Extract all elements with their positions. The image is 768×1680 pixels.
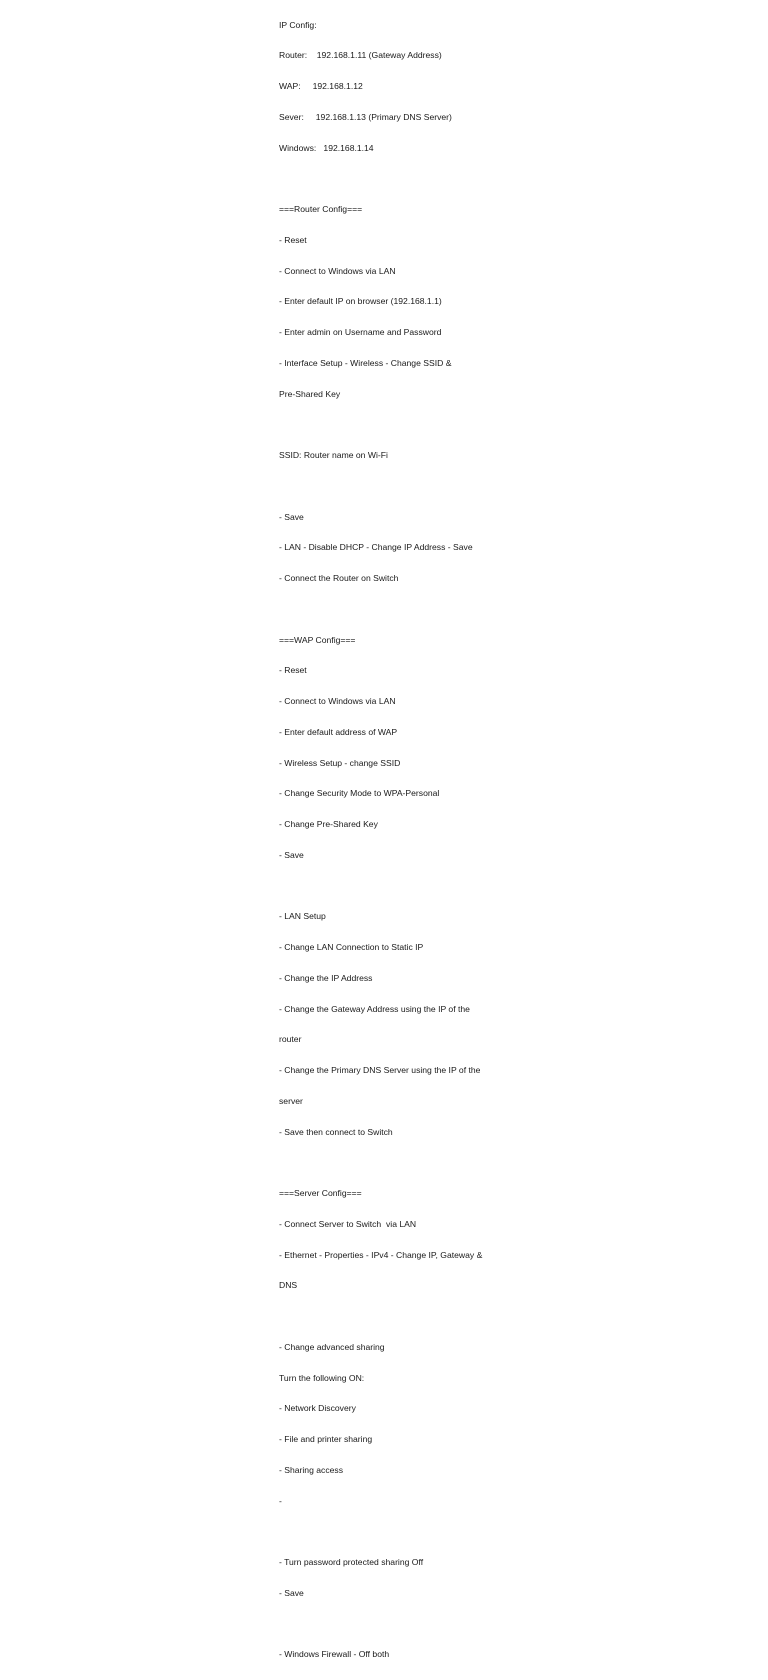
notes-line: - Reset [279,665,307,676]
notes-line: - Turn password protected sharing Off [279,1557,424,1567]
notes-line: DNS [279,1280,298,1291]
notes-line: - Save [279,511,304,522]
section-heading-wap: ===WAP Config=== [279,634,356,645]
notes-line: - Save [279,1587,304,1598]
notes-line: - Change Pre-Shared Key [279,819,378,829]
notes-line: server [279,1095,303,1106]
notes-line: - LAN - Disable DHCP - Change IP Address - Save [279,542,473,553]
notes-line: - Enter admin on Username and Password [279,327,442,337]
notes-line [279,604,499,614]
config-notes [279,0,499,1680]
notes-line: IP Config: [279,19,317,30]
notes-line: - Windows Firewall - Off both [279,1649,390,1660]
notes-line [279,881,499,891]
notes-line: - File and printer sharing [279,1434,373,1444]
notes-line: - Change the Gateway Address using the IP of the [279,1003,470,1014]
notes-line: - Save [279,849,304,860]
notes-line: - Connect to Windows via LAN [279,265,396,276]
notes-line: - Network Discovery [279,1403,356,1414]
notes-line [279,1157,499,1167]
notes-line: - Change the Primary DNS Server using the IP of the [279,1065,481,1075]
notes-line [279,1619,499,1629]
notes-line: - Enter default IP on browser (192.168.1.1) [279,296,442,307]
notes-line: - Change LAN Connection to Static IP [279,942,424,952]
notes-line: - Enter default address of WAP [279,726,398,737]
notes-line [279,481,499,491]
notes-line [279,1311,499,1321]
notes-line [279,173,499,183]
notes-line: SSID: Router name on Wi-Fi [279,450,388,460]
notes-line: - Connect to Windows via LAN [279,696,396,706]
notes-line: Turn the following ON: [279,1372,365,1383]
notes-line [279,1526,499,1536]
notes-line: - Change the IP Address [279,972,373,983]
notes-line: Router: 192.168.1.11 (Gateway Address) [279,50,442,61]
notes-line: Windows: 192.168.1.14 [279,142,374,153]
notes-line: - Save then connect to Switch [279,1126,393,1137]
notes-line: - Wireless Setup - change SSID [279,757,401,768]
notes-line: - Interface Setup - Wireless - Change SSID & [279,357,452,368]
section-heading-server: ===Server Config=== [279,1188,362,1198]
notes-line: - Ethernet - Properties - IPv4 - Change IP, Gateway & [279,1249,483,1260]
notes-line: - LAN Setup [279,911,326,922]
section-heading-router: ===Router Config=== [279,204,363,214]
notes-line: router [279,1034,302,1045]
notes-line: Pre-Shared Key [279,388,341,399]
notes-line: - Change Security Mode to WPA-Personal [279,788,440,799]
notes-line: WAP: 192.168.1.12 [279,81,363,91]
notes-line: - Change advanced sharing [279,1341,385,1352]
notes-line: - [279,1495,282,1506]
notes-line: - Sharing access [279,1464,344,1475]
notes-line: - Connect Server to Switch via LAN [279,1218,417,1229]
notes-line [279,419,499,429]
notes-line: - Reset [279,234,307,245]
notes-line: - Connect the Router on Switch [279,573,399,583]
notes-line: Sever: 192.168.1.13 (Primary DNS Server) [279,111,452,122]
